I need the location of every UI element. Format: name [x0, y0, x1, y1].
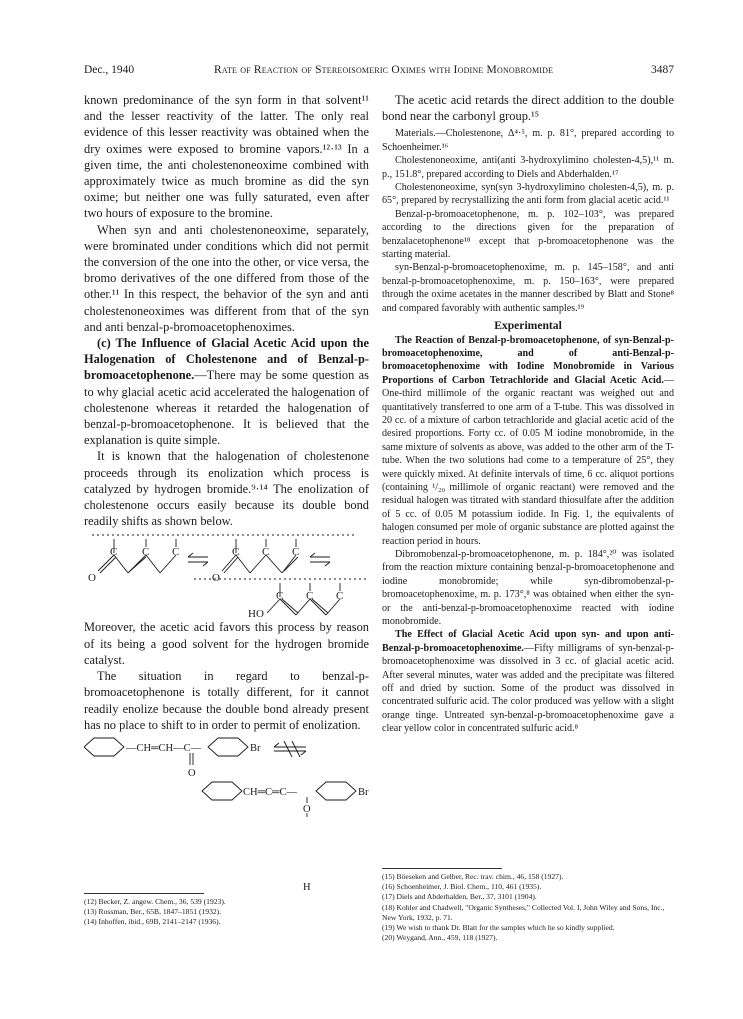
- footnote-17: (17) Diels and Abderhalden, Ber., 37, 3101 (1904).: [382, 892, 537, 902]
- left-paragraph-3: [84, 335, 369, 448]
- scheme2-br2: Br: [358, 786, 369, 798]
- reaction-heading: The Reaction of Benzal-p-bromoacetophenone, of syn-Benzal-p-bromoacetophenoxime, and of anti-Benzal-p-bromoacetophenoxime with Iodine Monobromide in Various Proportions of Carbon Tetrachloride and Glacial Acetic Acid.: [382, 334, 674, 386]
- materials-oximes: syn-Benzal-p-bromoacetophenoxime, m. p. 145–158°, and anti benzal-p-bromoacetophenoxime, m. p. 150–163°, were prepared through the oxime acetates in the manner described by Blatt and Stone⁸ and compared favorably with authentic samples.¹⁹: [382, 262, 674, 314]
- scheme1-C3: C: [172, 546, 180, 559]
- scheme1-C4: C: [232, 546, 240, 559]
- scheme1-O2: O: [212, 572, 220, 585]
- scheme1-C6: C: [292, 546, 300, 559]
- scheme1-C9: C: [336, 590, 344, 603]
- footnote-20: (20) Weygand, Ann., 459, 118 (1927).: [382, 933, 498, 943]
- scheme2-h2: H: [303, 882, 311, 893]
- reaction-body: —One-third millimole of the organic reactant was weighed out and quantitatively transferred to one arm of a T-tube. This was dissolved in 20 cc. of a mixture of carbon tetrachloride and glacial acetic acid of the desired proportions. Forty cc. of 0.05 M iodine monobromide, in the same mixture of solvents as above, was added to the other arm of the T-tube. When the two solutions had come to a temperature of 25°, they were quickly mixed. At definite intervals of time, 6 cc. aliquot portions (containing ¹/₂₀ millimole of organic reactant) were removed and the residual halogen was titrated with standard thiosulfate after the addition of 5 cc. of 0.05 M potassium iodide. In Fig. 1, the equivalents of halogen consumed per mole of organic substance are plotted against the reaction period in hours.: [382, 374, 674, 547]
- experimental-heading: Experimental: [494, 319, 562, 333]
- scheme1-C8: C: [306, 590, 314, 603]
- section-heading-c: (c) The Influence of Glacial Acetic Acid upon the Halogenation of Cholestenone and of Benzal-p-bromoacetophenone.: [84, 336, 369, 383]
- scheme1-HO: HO: [248, 608, 264, 618]
- footnote-16: (16) Schoenheimer, J. Biol. Chem., 110, 461 (1935).: [382, 882, 542, 892]
- footnote-18: (18) Kohler and Chadwell, "Organic Syntheses," Collected Vol. I, John Wiley and Sons, Inc., New York, 1932, p. 71.: [382, 902, 665, 922]
- footnote-14: (14) Inhoffen, ibid., 69B, 2141–2147 (1936).: [84, 917, 221, 927]
- materials-syn-oxime: Cholestenoneoxime, syn(syn 3-hydroxylimino cholesten-4,5), m. p. 65°, prepared by recrystallizing the anti form from glacial acetic acid.¹¹: [382, 182, 674, 207]
- scheme1-O1: O: [88, 572, 96, 585]
- materials-benzal: Benzal-p-bromoacetophenone, m. p. 102–103°, was prepared according to the directions given for the preparation of benzalacetophenone¹⁸ except that p-bromoacetophenone was the starting material.: [382, 208, 674, 261]
- header-title: Rate of Reaction of Stereoisomeric Oximes with Iodine Monobromide: [214, 64, 554, 76]
- left-paragraph-5: Moreover, the acetic acid favors this process by reason of its being a good solvent for the hydrogen bromide catalyst.: [84, 620, 369, 667]
- left-paragraph-2: When syn and anti cholestenoneoxime, separately, were brominated under conditions which did not permit the conversion of the one into the other, or vice versa, the bromo derivatives of the one differed from those of the other.¹¹ In this respect, the behavior of the syn and anti cholestenoneoximes was different from that of the syn and anti benzal-p-bromoacetophenoximes.: [84, 222, 369, 334]
- section-c-body: —There may be some question as to why glacial acetic acid accelerated the halogenation of cholestenone whereas it retarded the halogenation of benzal-p-bromoacetophenone. It is believed that the explanation is quite simple.: [84, 368, 369, 448]
- benzal-scheme: [84, 737, 369, 817]
- left-paragraph-1: known predominance of the syn form in that solvent¹¹ and the lesser reactivity of the latter. The only real evidence of this lesser reactivity was obtained when the dry oximes were exposed to bromine vapors.¹²·¹³ In a given time, the anti cholestenoneoxime combined with approximately twice as much bromine as did the syn oxime; but neither one was fully saturated, even after two hours of exposure to the bromine.: [84, 93, 369, 221]
- running-header: [84, 64, 674, 80]
- footnote-13: (13) Rossman, Ber., 65B, 1847–1851 (1932).: [84, 907, 222, 917]
- left-paragraph-6: The situation in regard to benzal-p-bromoacetophenone is totally different, for it cannot readily enolize because the double bond already present has no place to shift to in order to permit of enolization.: [84, 669, 369, 732]
- acetic-effect-heading: The Effect of Glacial Acetic Acid upon syn- and upon anti-Benzal-p-bromoacetophenoxime.: [382, 629, 674, 654]
- scheme1-C1: C: [110, 546, 118, 559]
- footnote-15: (15) Böeseken and Gelber, Rec. trav. chim., 46, 158 (1927).: [382, 872, 564, 881]
- benzal-scheme-h-label: [84, 814, 369, 894]
- scheme1-C7: C: [276, 590, 284, 603]
- right-paragraph-1: The acetic acid retards the direct addition to the double bond near the carbonyl group.¹⁵: [382, 93, 674, 124]
- acetic-effect-body: —Fifty milligrams of syn-benzal-p-bromoacetophenoxime was dissolved in 3 cc. of glacial acetic acid. After several minutes, water was added and the precipitate was filtered off and dried by suction. Some of the product was dissolved in concentrated sulfuric acid. The color produced was yellow with a slight orange tinge. Untreated syn-benzal-p-bromoacetophenoxime gave a clear yellow color in concentrated sulfuric acid.⁸: [382, 642, 674, 735]
- scheme1-C2: C: [142, 546, 150, 559]
- scheme2-chain2: CH═C═C—: [243, 786, 297, 798]
- experimental-reaction: [382, 334, 674, 549]
- right-footnotes: [382, 868, 674, 943]
- scheme2-chain1: —CH═CH—C—: [126, 742, 202, 754]
- footnote-rule-right: [382, 868, 502, 869]
- left-column: [84, 92, 369, 817]
- page-number: 3487: [651, 64, 674, 76]
- left-footnotes: [84, 893, 369, 928]
- enolization-scheme: [84, 533, 369, 617]
- scheme1-C5: C: [262, 546, 270, 559]
- dibromo-paragraph: Dibromobenzal-p-bromoacetophenone, m. p. 184°,²⁰ was isolated from the reaction mixture containing benzal-p-bromoacetophenone and iodine monobromide; while syn-dibromobenzal-p-bromoacetophenoxime, m. p. 173°,⁸ was obtained when either the syn- or the anti-benzal-p-bromoacetophenoxime reacted with iodine monobromide.: [382, 549, 674, 628]
- materials-paragraph: Materials.—Cholestenone, Δ⁴·⁵, m. p. 81°, prepared according to Schoenheimer.¹⁶: [382, 128, 674, 153]
- acetic-effect-paragraph: [382, 628, 674, 735]
- materials-anti-oxime: Cholestenoneoxime, anti(anti 3-hydroxylimino cholesten-4,5),¹¹ m. p., 151.8°, prepared according to Diels and Abderhalden.¹⁷: [382, 155, 674, 180]
- footnote-19: (19) We wish to thank Dr. Blatt for the samples which he so kindly supplied.: [382, 923, 615, 933]
- header-date: Dec., 1940: [84, 64, 135, 76]
- right-column: [382, 92, 674, 736]
- footnote-12: (12) Becker, Z. angew. Chem., 36, 539 (1923).: [84, 897, 226, 906]
- scheme2-o2: O: [303, 803, 311, 815]
- scheme2-o1: O: [188, 767, 196, 779]
- scheme2-br1: Br: [250, 742, 261, 754]
- left-paragraph-4: It is known that the halogenation of cholestenone proceeds through its enolization which process is catalyzed by hydrogen bromide.⁹·¹⁴ The enolization of cholestenone occurs easily because its double bond readily shifts as shown below.: [84, 449, 369, 529]
